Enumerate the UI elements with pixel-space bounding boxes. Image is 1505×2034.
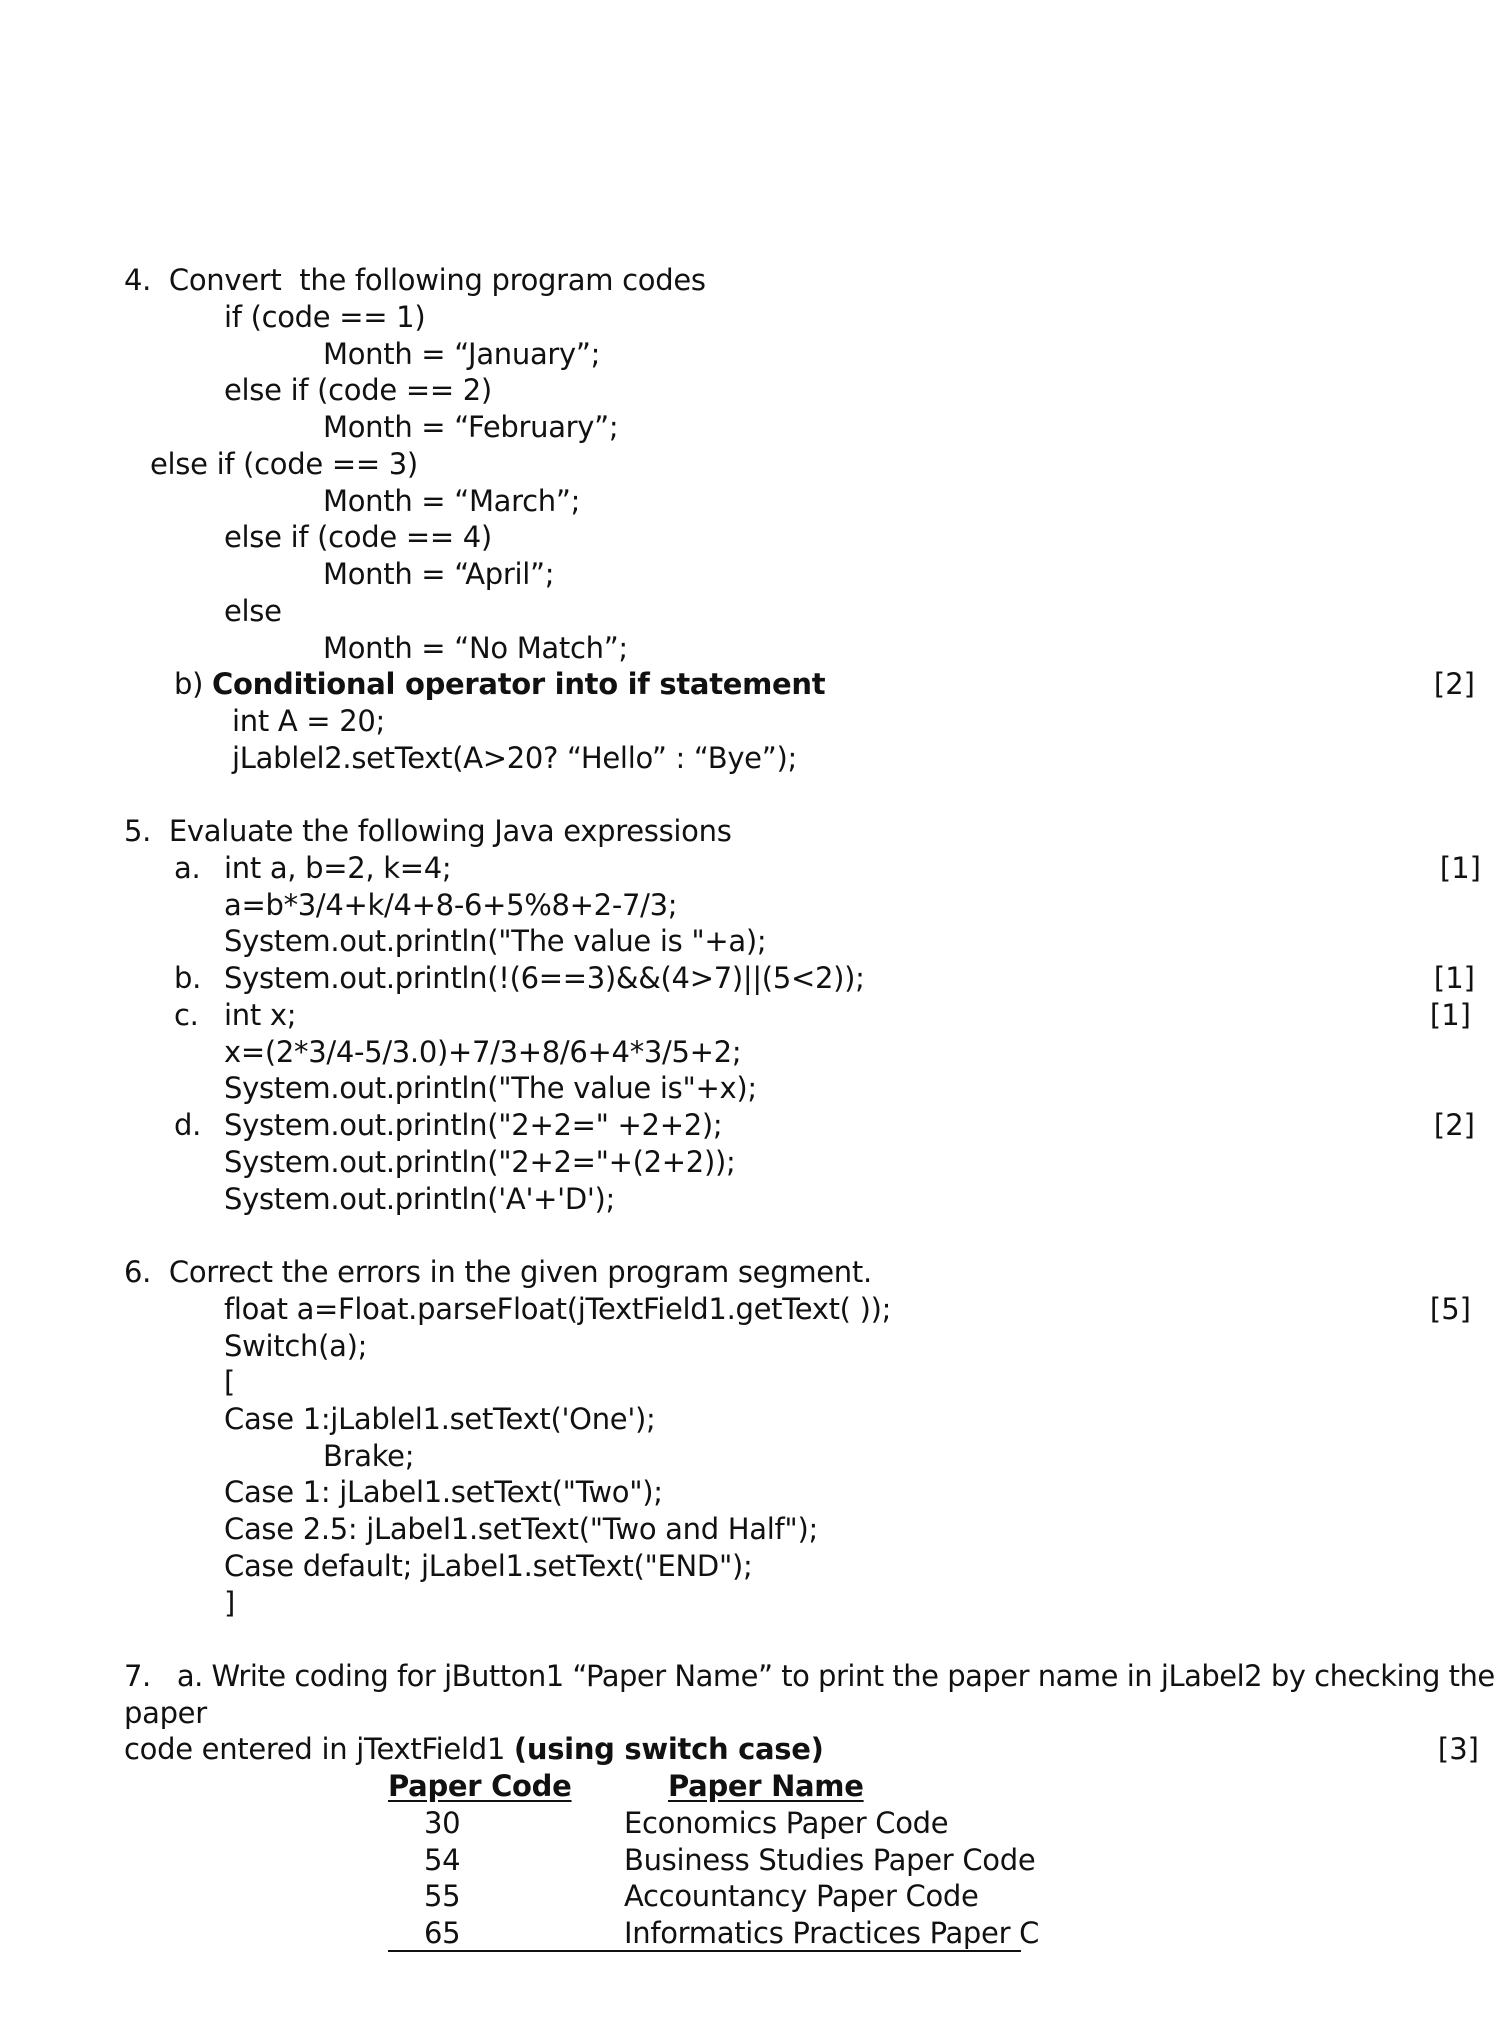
- q5-a-label: a.: [174, 851, 201, 885]
- table-bottom-rule: [388, 1950, 1021, 1952]
- q6-code-line: ]: [224, 1586, 236, 1620]
- q5-d-label: d.: [174, 1108, 202, 1142]
- q6-code-line: [: [224, 1365, 236, 1399]
- q4-part-b-heading: [174, 666, 825, 702]
- q4-code-line: Month = “March”;: [323, 484, 581, 518]
- q5-c-code-line: x=(2*3/4-5/3.0)+7/3+8/6+4*3/5+2;: [224, 1035, 742, 1069]
- q4-code-line: Month = “No Match”;: [323, 631, 628, 665]
- q5-b-code: System.out.println(!(6==3)&&(4>7)||(5<2));: [224, 961, 865, 995]
- q5-a-marks: [1]: [1439, 851, 1481, 885]
- q5-d-code-line: System.out.println("2+2=" +2+2);: [224, 1108, 723, 1142]
- q5-c-marks: [1]: [1429, 998, 1471, 1032]
- q4-title: 4. Convert the following program codes: [124, 263, 706, 297]
- q5-a-code-line: a=b*3/4+k/4+8-6+5%8+2-7/3;: [224, 888, 678, 922]
- table-cell-code: 54: [424, 1843, 461, 1877]
- table-cell-name: Business Studies Paper Code: [624, 1843, 1036, 1877]
- q7-question-line: [124, 1731, 824, 1767]
- q4-code-line: if (code == 1): [224, 300, 426, 334]
- q4-code-line: Month = “April”;: [323, 557, 555, 591]
- q6-code-line: Case default; jLabel1.setText("END");: [224, 1549, 753, 1583]
- q4-code-line: else if (code == 3): [150, 447, 418, 481]
- q7-line3-text: code entered in jTextField1: [124, 1732, 514, 1766]
- q4-b-marks: [2]: [1433, 667, 1475, 701]
- q5-a-code-line: int a, b=2, k=4;: [224, 851, 452, 885]
- table-cell-code: 65: [424, 1916, 461, 1950]
- q4-code-line: else if (code == 4): [224, 520, 492, 554]
- q4-code-line: Month = “January”;: [323, 337, 601, 371]
- q4-code-line: else if (code == 2): [224, 373, 492, 407]
- q5-d-code-line: System.out.println("2+2="+(2+2));: [224, 1145, 736, 1179]
- table-cell-code: 30: [424, 1806, 461, 1840]
- q7-line3-bold: (using switch case): [513, 1732, 824, 1766]
- table-cell-name: Accountancy Paper Code: [624, 1879, 979, 1913]
- q5-d-code-line: System.out.println('A'+'D');: [224, 1182, 616, 1216]
- q6-code-line: Switch(a);: [224, 1329, 368, 1363]
- table-header-paper-name: Paper Name: [668, 1769, 864, 1803]
- table-cell-code: 55: [424, 1879, 461, 1913]
- q6-code-line: float a=Float.parseFloat(jTextField1.getText( ));: [224, 1292, 892, 1326]
- q4-b-title: Conditional operator into if statement: [212, 667, 826, 701]
- q5-a-code-line: System.out.println("The value is "+a);: [224, 924, 767, 958]
- q5-b-marks: [1]: [1433, 961, 1475, 995]
- q6-title: 6. Correct the errors in the given program segment.: [124, 1255, 872, 1289]
- q7-question-line: paper: [124, 1696, 207, 1730]
- q4-b-prefix: b): [174, 667, 213, 701]
- q6-code-line: Case 2.5: jLabel1.setText("Two and Half");: [224, 1512, 818, 1546]
- q4-code-line: Month = “February”;: [323, 410, 619, 444]
- q5-c-code-line: System.out.println("The value is"+x);: [224, 1071, 757, 1105]
- q5-c-code-line: int x;: [224, 998, 297, 1032]
- q5-b-label: b.: [174, 961, 202, 995]
- q7-question-line: 7. a. Write coding for jButton1 “Paper Name” to print the paper name in jLabel2 by checking the: [124, 1659, 1495, 1693]
- table-cell-name: Economics Paper Code: [624, 1806, 949, 1840]
- table-cell-name: Informatics Practices Paper C: [624, 1916, 1040, 1950]
- q6-code-line: Case 1: jLabel1.setText("Two");: [224, 1475, 663, 1509]
- q5-title: 5. Evaluate the following Java expressions: [124, 814, 732, 848]
- q6-code-line: Brake;: [323, 1439, 415, 1473]
- q7-marks: [3]: [1437, 1732, 1479, 1766]
- q4-code-line: else: [224, 594, 282, 628]
- q6-marks: [5]: [1429, 1292, 1471, 1326]
- q5-c-label: c.: [174, 998, 199, 1032]
- q4-b-code-line: jLablel2.setText(A>20? “Hello” : “Bye”);: [232, 741, 797, 775]
- table-header-paper-code: Paper Code: [388, 1769, 572, 1803]
- q4-b-code-line: int A = 20;: [232, 704, 385, 738]
- q5-d-marks: [2]: [1433, 1108, 1475, 1142]
- q6-code-line: Case 1:jLablel1.setText('One');: [224, 1402, 656, 1436]
